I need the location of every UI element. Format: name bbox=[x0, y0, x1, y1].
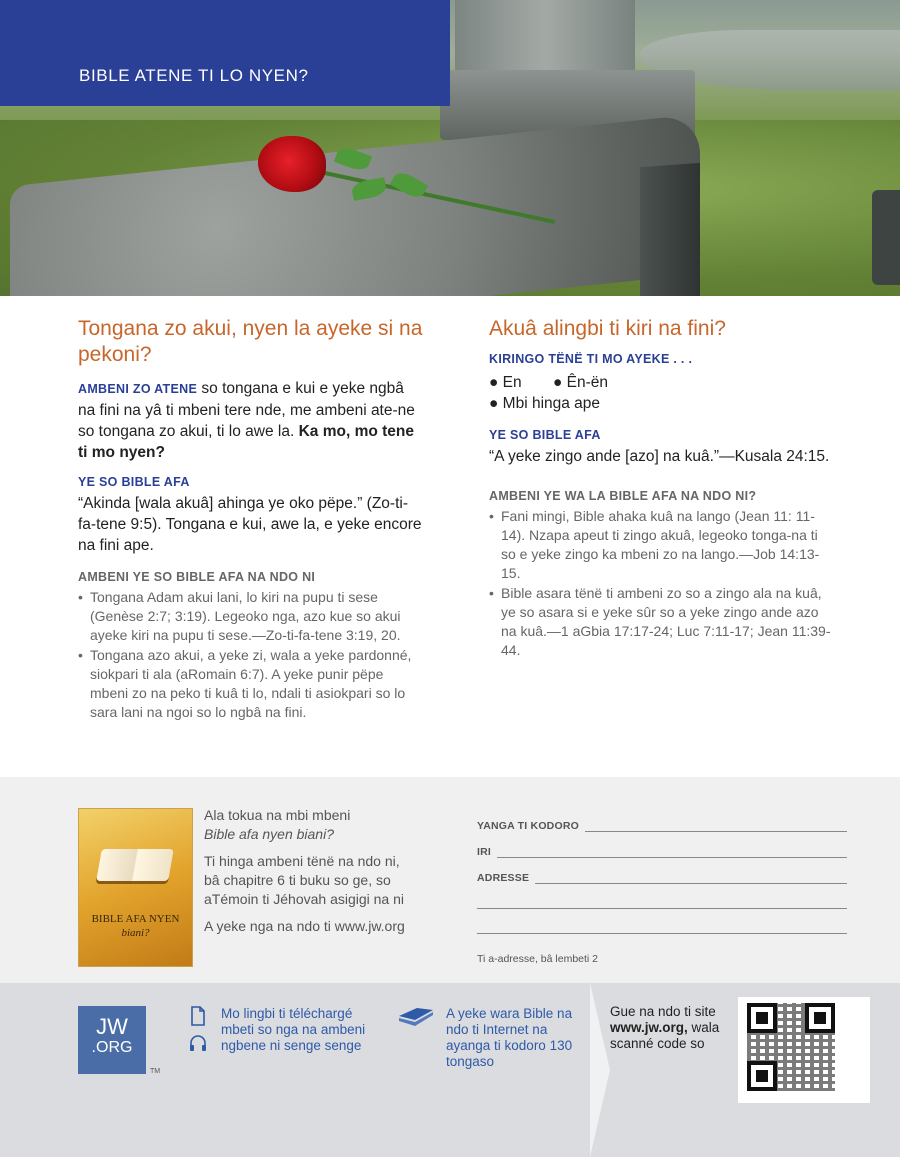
promo-line: Ala tokua na mbi mbeni bbox=[204, 807, 351, 823]
jw-org-logo[interactable] bbox=[78, 1006, 146, 1074]
left-why-list bbox=[78, 588, 423, 722]
hero-photo bbox=[0, 0, 900, 296]
book-promo bbox=[204, 806, 454, 944]
field-label: YANGA TI KODORO bbox=[477, 820, 579, 832]
left-bible-heading: YE SO BIBLE AFA bbox=[78, 475, 190, 489]
address-line-2[interactable] bbox=[477, 884, 847, 909]
headstone-side bbox=[640, 163, 700, 296]
list-item: • Tongana Adam akui lani, lo kiri na pupu ti sese (Genèse 2:7; 3:19). Legeoko nga, azo kue so akui ayeke kiri na pupu ti sese.—Zo-ti-fa-tene 3:19, 20. bbox=[78, 588, 423, 645]
answer-options bbox=[489, 372, 834, 414]
field-label: IRI bbox=[477, 846, 492, 858]
site-url[interactable]: www.jw.org, bbox=[610, 1020, 688, 1035]
option-label: Ên-ën bbox=[566, 374, 609, 391]
banner-title: BIBLE ATENE TI LO NYEN? bbox=[79, 66, 309, 85]
book-title: BIBLE AFA NYEN bbox=[91, 913, 180, 925]
header-banner bbox=[0, 0, 450, 106]
right-why-heading: AMBENI YE WA LA BIBLE AFA NA NDO NI? bbox=[489, 489, 757, 503]
promo-request bbox=[204, 806, 454, 844]
site-text-part: Gue na ndo ti site bbox=[610, 1004, 716, 1019]
lead-keyword: AMBENI ZO ATENE bbox=[78, 382, 198, 396]
address-field[interactable] bbox=[477, 858, 847, 884]
address-line-3[interactable] bbox=[477, 909, 847, 934]
right-column bbox=[489, 316, 834, 661]
site-text-part: wala scanné code so bbox=[610, 1020, 720, 1051]
qr-finder bbox=[747, 1003, 777, 1033]
promo-web: A yeke nga na ndo ti www.jw.org bbox=[204, 918, 405, 934]
list-item: • Tongana azo akui, a yeke zi, wala a yeke pardonné, siokpari ti ala (aRomain 6:7). A yeke punir pëpe mbeni zo na peko ti kuâ ti lo, ndali ti asiokpari so lo sara lani na ngoi so lo ngbâ na fini. bbox=[78, 646, 423, 722]
red-rose bbox=[258, 136, 326, 192]
right-headstone bbox=[872, 190, 900, 285]
open-book-icon bbox=[397, 1008, 435, 1030]
option-yes[interactable]: ● En bbox=[489, 374, 522, 391]
field-line[interactable] bbox=[497, 843, 847, 858]
list-item: • Bible asara tënë ti ambeni zo so a zingo ala na kuâ, ye so asara si e yeke sûr so a yeke zingo ande azo na kuâ.—1 aGbia 17:17-24; Luc 7:11-17; Jean 11:39-44. bbox=[489, 584, 834, 660]
open-bible-image bbox=[96, 849, 174, 881]
field-line[interactable] bbox=[585, 817, 847, 832]
logo-top: JW bbox=[96, 1014, 128, 1039]
field-label: ADRESSE bbox=[477, 872, 530, 884]
option-label: En bbox=[502, 374, 522, 391]
qr-finder bbox=[747, 1061, 777, 1091]
lead-question: Ka mo, mo tene ti mo nyen? bbox=[78, 423, 415, 461]
lead-text: so tongana e kui e yeke ngbâ na fini na yâ ti mbeni tere nde, me ambeni ate-ne so tongana zo akui, ti lo awe la. bbox=[78, 380, 415, 440]
headphones-icon bbox=[189, 1034, 207, 1052]
left-why-heading: AMBENI YE SO BIBLE AFA NA NDO NI bbox=[78, 570, 316, 584]
site-text bbox=[610, 1004, 730, 1052]
left-bible-text: “Akinda [wala akuâ] ahinga ye oko pëpe.” (Zo-ti-fa-tene 9:5). Tongana e kui, awe la, e yeke encore na fini ape. bbox=[78, 495, 422, 554]
right-heading: Akuâ alingbi ti kiri na fini? bbox=[489, 317, 726, 340]
document-icon bbox=[190, 1006, 206, 1026]
left-lead bbox=[78, 378, 423, 463]
name-field[interactable] bbox=[477, 832, 847, 858]
answer-heading: KIRINGO TËNË TI MO AYEKE . . . bbox=[489, 352, 693, 366]
option-dont-know[interactable]: ● Mbi hinga ape bbox=[489, 395, 601, 412]
field-line[interactable] bbox=[535, 869, 847, 884]
promo-book-name: Bible afa nyen biani? bbox=[204, 826, 334, 842]
country-field[interactable] bbox=[477, 806, 847, 832]
download-text: Mo lingbi ti téléchargé mbeti so nga na ambeni ngbene ni senge senge bbox=[221, 1006, 366, 1053]
option-no[interactable]: ● Ên-ën bbox=[553, 374, 609, 391]
right-bible-text: “A yeke zingo ande [azo] na kuâ.”—Kusala 24:15. bbox=[489, 448, 830, 465]
qr-code[interactable] bbox=[738, 997, 870, 1103]
left-heading: Tongana zo akui, nyen la ayeke si na pekoni? bbox=[78, 317, 423, 366]
logo-bottom: .ORG bbox=[91, 1039, 133, 1056]
bible-online-text: A yeke wara Bible na ndo ti Internet na ayanga ti kodoro 130 tongaso bbox=[446, 1006, 573, 1069]
right-bible-heading: YE SO BIBLE AFA bbox=[489, 428, 601, 442]
qr-finder bbox=[805, 1003, 835, 1033]
left-column bbox=[78, 316, 423, 723]
trademark: TM bbox=[150, 1068, 161, 1075]
right-why-list bbox=[489, 507, 834, 660]
request-form bbox=[477, 806, 847, 934]
book-cover bbox=[78, 808, 193, 967]
list-item: • Fani mingi, Bible ahaka kuâ na lango (Jean 11: 11-14). Nzapa apeut ti zingo akuâ, legeoko tonga-na ti so e yeke zingo ka mbeni zo na lango.—Job 14:13-15. bbox=[489, 507, 834, 583]
promo-chapter: Ti hinga ambeni tënë na ndo ni, bâ chapitre 6 ti buku so ge, so aTémoin ti Jéhovah asigigi na ni bbox=[204, 853, 405, 907]
book-subtitle: biani? bbox=[121, 927, 150, 939]
option-label: Mbi hinga ape bbox=[502, 395, 601, 412]
form-note: Ti a-adresse, bâ lembeti 2 bbox=[477, 953, 599, 965]
